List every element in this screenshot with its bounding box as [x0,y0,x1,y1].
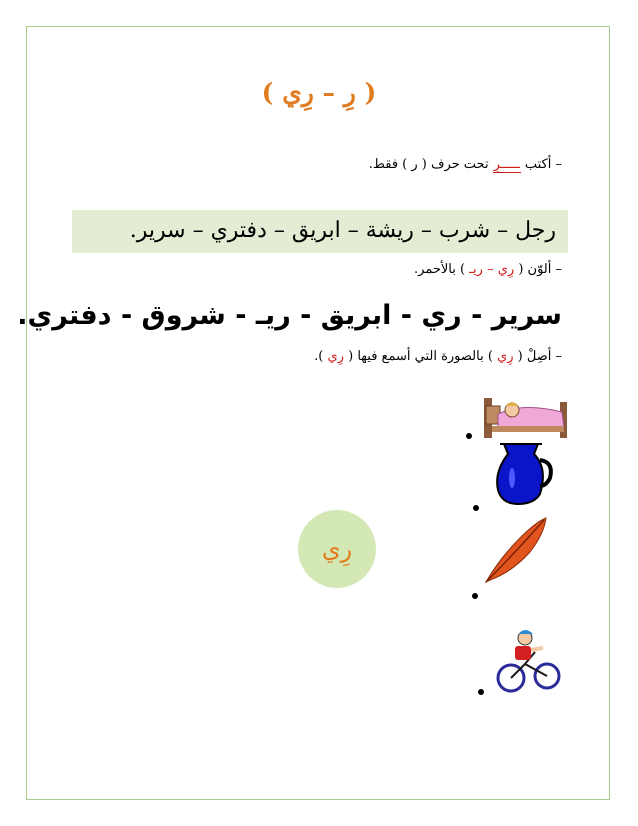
jug-picture [494,438,556,506]
instruction-end: ). [314,349,324,364]
instruction-dash: – [555,262,562,277]
instruction-rest: تحت حرف ( ر ) فقط. [368,157,489,172]
bullet [478,689,484,695]
instruction-rest: ) بالأحمر. [414,262,466,277]
instruction-verb: أصِلْ ( [517,349,552,364]
word-bar-text: رجل – شرب – ريشة – ابريق – دفتري – سرير. [129,218,556,243]
lesson-title: ( رِ – رِي ) [261,78,377,107]
coloring-words-row: سرير - ري - ابريق - ريـ - شروق - دفتري. [17,300,562,331]
instruction-pair: رِي – ريـ [469,262,515,277]
ri-circle[interactable]: رِي [298,510,376,588]
underline-mark: ـــــرِ [493,157,520,172]
instruction-ri-2: رِي [327,349,344,364]
bullet [473,505,479,511]
bullet [472,593,478,599]
instruction-ri-1: رِي [497,349,514,364]
instruction-dash: – [555,157,562,172]
instruction-mid: ) بالصورة التي أسمع فيها ( [348,349,493,364]
word-bar [72,210,568,253]
bullet [466,433,472,439]
bicycle-picture [495,626,561,694]
instruction-verb: ألوّن ( [518,262,552,277]
instruction-write [369,157,562,173]
bed-picture [482,392,570,440]
instruction-connect [314,349,562,364]
instruction-color [414,262,562,277]
instruction-dash: – [555,349,562,364]
instruction-verb: أكتب [524,157,552,172]
feather-picture [480,514,552,586]
